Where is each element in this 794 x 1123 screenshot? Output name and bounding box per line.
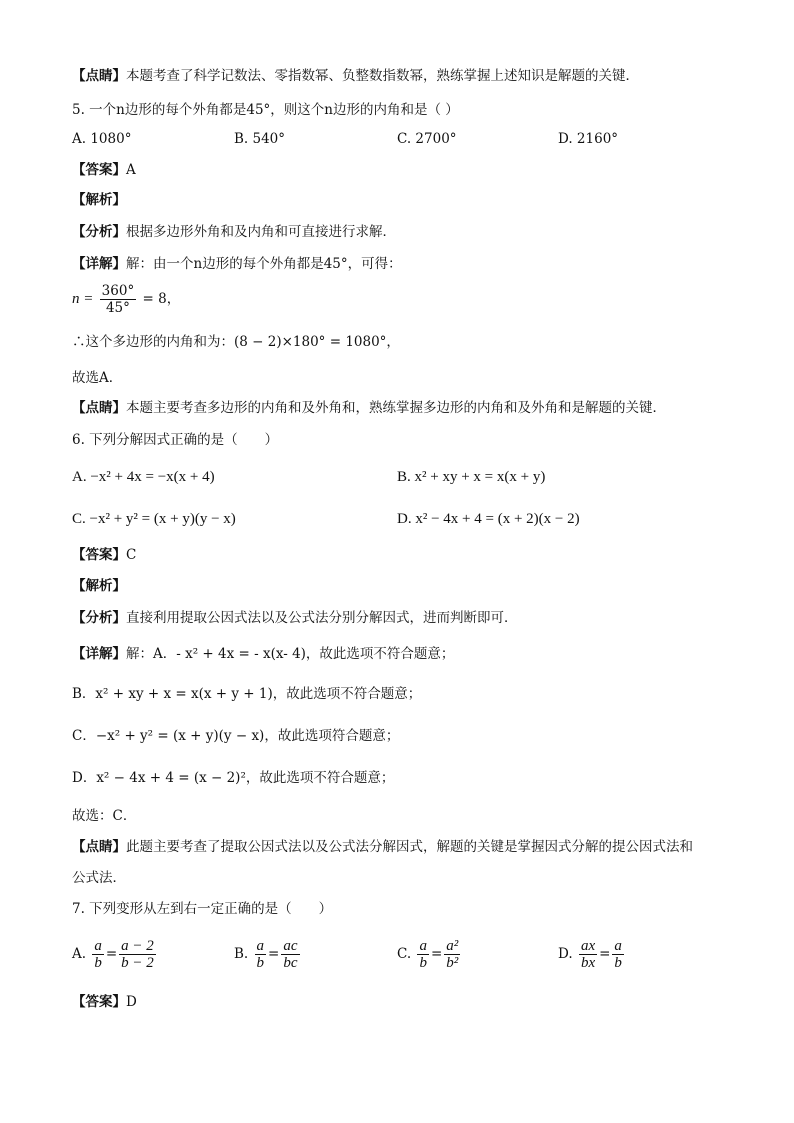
numerator: a <box>614 938 622 954</box>
q7-option-d: D. $\frac{ax}{bx}$ = $\frac{a}{b}$ <box>558 938 622 971</box>
analysis-tag: 【解析】 <box>72 192 126 208</box>
numerator: a <box>94 938 102 954</box>
q6-xiangjie-b: B．x² + xy + x = x(x + y + 1)，故此选项不符合题意； <box>72 686 422 702</box>
lhs-fraction <box>255 938 267 971</box>
q5-fenxi <box>72 222 396 242</box>
option-label: C. <box>397 946 412 962</box>
numerator: a <box>419 938 427 954</box>
denominator: b <box>94 955 102 971</box>
xiangjie-tag: 【详解】 <box>72 256 126 272</box>
answer-value: D <box>126 994 137 1010</box>
fenxi-text: 直接利用提取公因式法以及公式法分别分解因式，进而判断即可． <box>126 610 518 626</box>
numerator: ac <box>283 938 298 954</box>
dianjing-tag: 【点睛】 <box>72 68 126 84</box>
eq-lhs: n = <box>72 291 94 307</box>
q6-option-d: D. x² − 4x + 4 = (x + 2)(x − 2) <box>397 511 580 527</box>
option-label: D. <box>558 946 573 962</box>
answer-value: A <box>126 162 136 178</box>
option-label: A. <box>72 946 87 962</box>
numerator: a <box>256 938 265 954</box>
q5-equation-n <box>72 282 180 316</box>
q7-stem: 7. 下列变形从左到右一定正确的是（ ） <box>72 901 333 917</box>
eq-denominator: 45° <box>105 300 130 316</box>
option-label: B. <box>234 946 249 962</box>
q6-xiangjie-c: C．−x² + y² = (x + y)(y − x)，故此选项符合题意； <box>72 728 400 744</box>
lhs-fraction <box>417 938 429 971</box>
fenxi-tag: 【分析】 <box>72 610 126 626</box>
q7-option-a: A. $\frac{a}{b}$ = $\frac{a - 2}{b - 2}$ <box>72 938 154 971</box>
xiangjie-text: 解：由一个n边形的每个外角都是45°，可得： <box>126 256 402 272</box>
rhs-fraction <box>281 938 299 971</box>
q5-equation-sum: ∴这个多边形的内角和为：(8 − 2)×180° = 1080°， <box>72 334 400 350</box>
eq-fraction <box>100 283 137 316</box>
rhs-fraction <box>612 938 624 971</box>
dianjing-tag: 【点睛】 <box>72 400 126 416</box>
answer-tag: 【答案】 <box>72 994 126 1010</box>
denominator: b <box>256 955 265 971</box>
q5-answer <box>72 160 136 180</box>
lhs-fraction <box>579 938 597 971</box>
q6-analysis-heading <box>72 576 126 596</box>
q5-conclusion: 故选A． <box>72 370 123 386</box>
dianjing-text: 本题考查了科学记数法、零指数幂、负整数指数幂，熟练掌握上述知识是解题的关键． <box>126 68 639 84</box>
xiangjie-text: 解：A．- x² + 4x = - x(x- 4)，故此选项不符合题意； <box>126 646 455 662</box>
q7-option-b: B. $\frac{a}{b}$ = $\frac{ac}{bc}$ <box>234 938 298 971</box>
q6-xiangjie-d: D．x² − 4x + 4 = (x − 2)²，故此选项不符合题意； <box>72 770 395 786</box>
dianjing-text: 此题主要考查了提取公因式法以及公式法分解因式，解题的关键是掌握因式分解的提公因式法和 <box>126 839 693 855</box>
denominator: bc <box>283 955 298 971</box>
q6-stem: 6. 下列分解因式正确的是（ ） <box>72 432 279 448</box>
answer-value: C <box>126 547 137 563</box>
q5-analysis-heading <box>72 190 126 210</box>
q5-option-a: A. 1080° <box>72 131 132 147</box>
xiangjie-tag: 【详解】 <box>72 646 126 662</box>
q5-dianjing <box>72 398 666 418</box>
denominator: b² <box>446 955 459 971</box>
q7-answer <box>72 992 137 1012</box>
q6-xiangjie-a <box>72 644 454 664</box>
eq-numerator: 360° <box>101 283 135 299</box>
q6-dianjing-line1 <box>72 837 693 857</box>
denominator: b − 2 <box>121 955 154 971</box>
denominator: b <box>614 955 622 971</box>
numerator: a² <box>446 938 459 954</box>
q6-dianjing-line2: 公式法． <box>72 870 126 886</box>
analysis-tag: 【解析】 <box>72 578 126 594</box>
eq-rhs: = 8， <box>142 291 181 307</box>
q6-option-b: B. x² + xy + x = x(x + y) <box>397 469 546 485</box>
answer-tag: 【答案】 <box>72 547 126 563</box>
q7-option-c: C. $\frac{a}{b}$ = $\frac{\text{a²}}{\text{b²}}$ <box>397 938 459 971</box>
lhs-fraction <box>92 938 104 971</box>
q6-answer <box>72 545 136 565</box>
q5-option-d: D. 2160° <box>558 131 619 147</box>
fenxi-text: 根据多边形外角和及内角和可直接进行求解． <box>126 224 396 240</box>
q5-stem: 5. 一个n边形的每个外角都是45°，则这个n边形的内角和是（ ） <box>72 102 459 118</box>
q5-option-c: C. 2700° <box>397 131 457 147</box>
dianjing-tag: 【点睛】 <box>72 839 126 855</box>
q6-conclusion: 故选：C． <box>72 808 137 824</box>
numerator: a − 2 <box>121 938 154 954</box>
numerator: ax <box>580 938 596 954</box>
answer-tag: 【答案】 <box>72 162 126 178</box>
rhs-fraction <box>119 938 156 971</box>
dianjing-text: 本题主要考查多边形的内角和及外角和，熟练掌握多边形的内角和及外角和是解题的关键． <box>126 400 666 416</box>
denominator: bx <box>580 955 596 971</box>
q6-option-a: A. −x² + 4x = −x(x + 4) <box>72 469 215 485</box>
fenxi-tag: 【分析】 <box>72 224 126 240</box>
q4-dianjing <box>72 66 639 86</box>
rhs-fraction <box>444 938 460 971</box>
q6-option-c: C. −x² + y² = (x + y)(y − x) <box>72 511 236 527</box>
q5-option-b: B. 540° <box>234 131 286 147</box>
q5-xiangjie <box>72 254 402 274</box>
denominator: b <box>419 955 427 971</box>
q6-fenxi <box>72 608 518 628</box>
